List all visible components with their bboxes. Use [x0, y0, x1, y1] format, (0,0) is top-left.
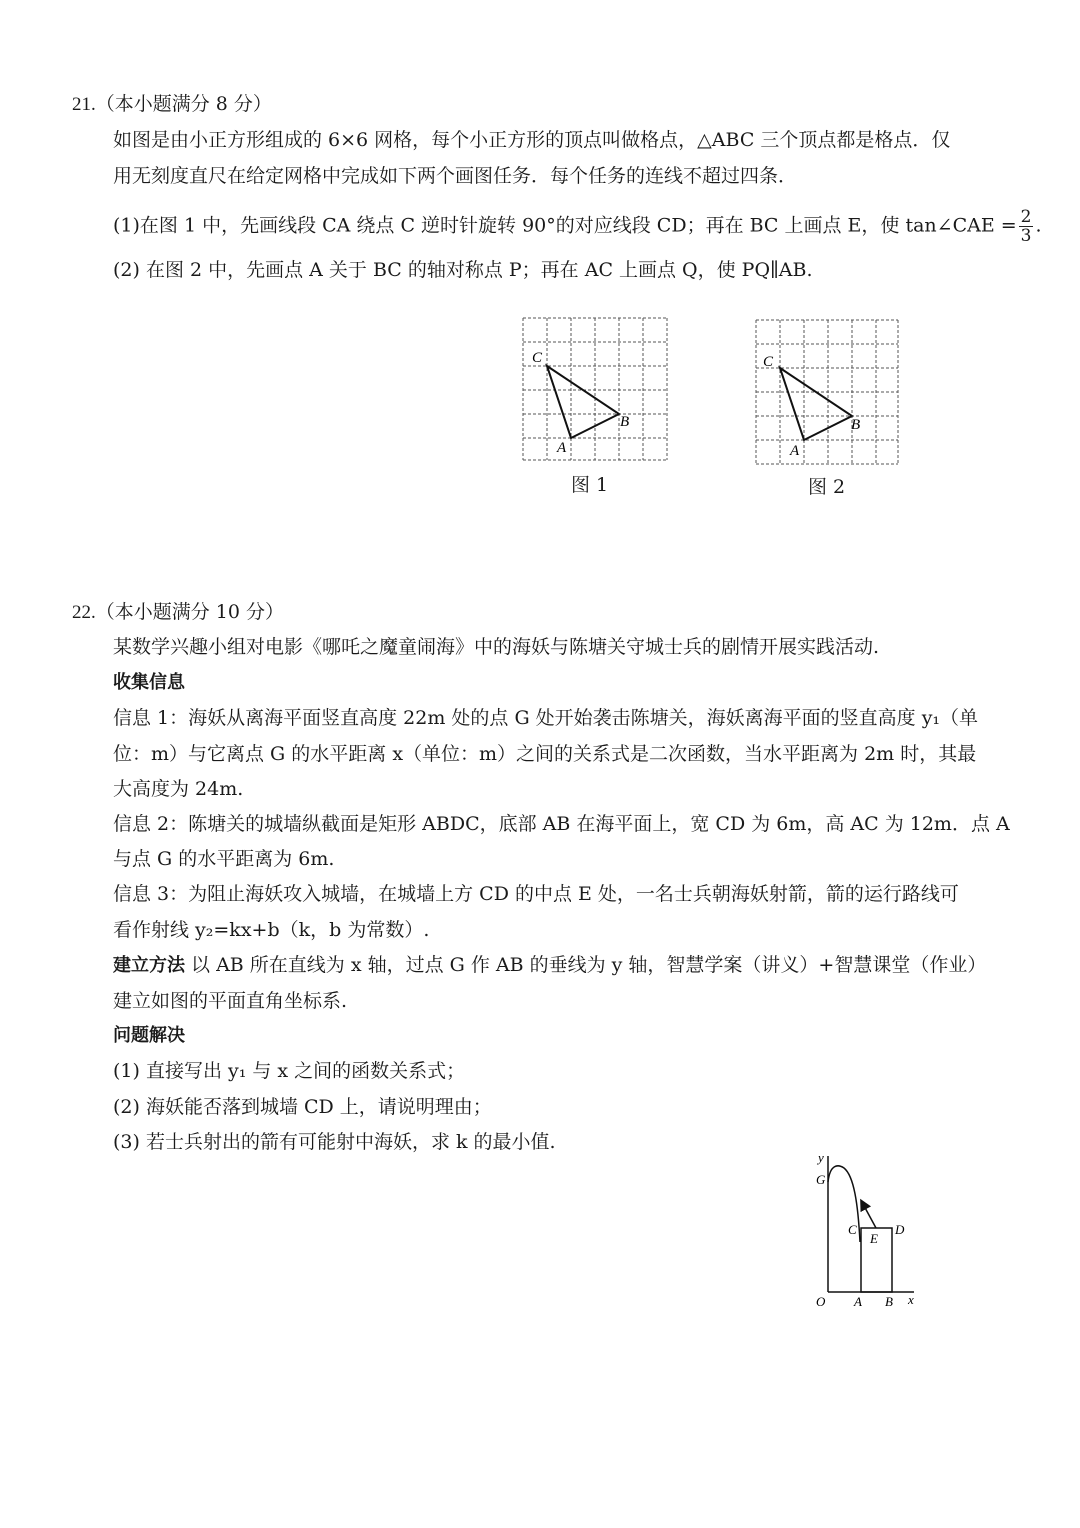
info-2-line-1: 信息 2：陈塘关的城墙纵截面是矩形 ABDC，底部 AB 在海平面上，宽 CD 为 6m，高 AC 为 12m．点 A: [113, 813, 1010, 835]
q22-intro: 某数学兴趣小组对电影《哪吒之魔童闹海》中的海妖与陈塘关守城士兵的剧情开展实践活动.: [113, 636, 880, 658]
q21-intro-line-2: 用无刻度直尺在给定网格中完成如下两个画图任务．每个任务的连线不超过四条．: [113, 165, 798, 187]
problem-2: (2) 海妖能否落到城墙 CD 上，请说明理由；: [113, 1096, 492, 1118]
figure-1-grid: [515, 312, 675, 470]
fraction-numerator: 2: [1020, 207, 1032, 227]
label-x: x: [908, 1292, 914, 1307]
figure-2-caption: 图 2: [808, 476, 846, 498]
q22-number: 22.: [72, 602, 96, 623]
coordinate-figure: [808, 1144, 928, 1314]
info-1-line-3: 大高度为 24m.: [113, 778, 244, 800]
q21-task-1-text: (1)在图 1 中，先画线段 CA 绕点 C 逆时针旋转 90°的对应线段 CD；再在 BC 上画点 E，使 tan∠CAE =: [113, 214, 1017, 237]
q21-task-1: [113, 208, 1042, 245]
problem-3: (3) 若士兵射出的箭有可能射中海妖，求 k 的最小值.: [113, 1131, 556, 1153]
label-e: E: [870, 1231, 878, 1246]
fraction-denominator: 3: [1020, 226, 1032, 246]
label-a: A: [854, 1294, 862, 1309]
q22-score: （本小题满分 10 分）: [95, 601, 285, 623]
problem-1: (1) 直接写出 y₁ 与 x 之间的函数关系式；: [113, 1060, 466, 1082]
label-o: O: [816, 1294, 826, 1309]
label-b: B: [620, 414, 630, 430]
info-2-line-2: 与点 G 的水平距离为 6m.: [113, 848, 335, 870]
q21-task-2: (2) 在图 2 中，先画点 A 关于 BC 的轴对称点 P；再在 AC 上画点 Q，使 PQ∥AB.: [113, 259, 813, 281]
method-line-1: [113, 953, 986, 978]
method-text: 以 AB 所在直线为 x 轴，过点 G 作 AB 的垂线为 y 轴，智慧学案（讲义）+智慧课堂（作业）: [185, 954, 987, 976]
q21-intro-line-1: 如图是由小正方形组成的 6×6 网格，每个小正方形的顶点叫做格点，△ABC 三个顶点都是格点．仅: [113, 129, 951, 151]
label-b: B: [885, 1294, 893, 1309]
label-c: C: [532, 350, 543, 366]
method-line-2: 建立如图的平面直角坐标系.: [113, 990, 348, 1012]
info-3-line-1: 信息 3：为阻止海妖攻入城墙，在城墙上方 CD 的中点 E 处，一名士兵朝海妖射箭，箭的运行路线可: [113, 883, 959, 905]
figure-1-caption: 图 1: [571, 474, 609, 496]
figure-2-grid: [748, 314, 908, 472]
method-heading: 建立方法: [113, 955, 185, 976]
info-3-line-2: 看作射线 y₂=kx+b（k，b 为常数）.: [113, 919, 430, 941]
q21-header: [72, 92, 272, 117]
solve-heading: 问题解决: [113, 1025, 185, 1046]
q22-header: [72, 600, 284, 625]
collect-info-heading: 收集信息: [113, 672, 185, 693]
label-d: D: [895, 1222, 905, 1237]
label-a: A: [790, 443, 800, 459]
triangle-abc-fig1: [547, 366, 619, 438]
label-c: C: [848, 1222, 857, 1237]
triangle-abc-fig2: [780, 368, 852, 440]
label-c: C: [763, 354, 774, 370]
q21-task-1-end: .: [1035, 214, 1042, 237]
info-1-line-1: 信息 1：海妖从离海平面竖直高度 22m 处的点 G 处开始袭击陈塘关，海妖离海平面的竖直高度 y₁（单: [113, 707, 979, 729]
info-1-line-2: 位：m）与它离点 G 的水平距离 x（单位：m）之间的关系式是二次函数，当水平距离为 2m 时，其最: [113, 743, 977, 765]
label-a: A: [557, 440, 567, 456]
arrow-ray: [863, 1204, 876, 1228]
label-y: y: [818, 1150, 824, 1165]
q21-score: （本小题满分 8 分）: [95, 93, 272, 115]
tan-fraction: [1019, 208, 1034, 245]
label-g: G: [816, 1172, 826, 1187]
label-b: B: [851, 417, 861, 433]
q21-number: 21.: [72, 94, 96, 115]
